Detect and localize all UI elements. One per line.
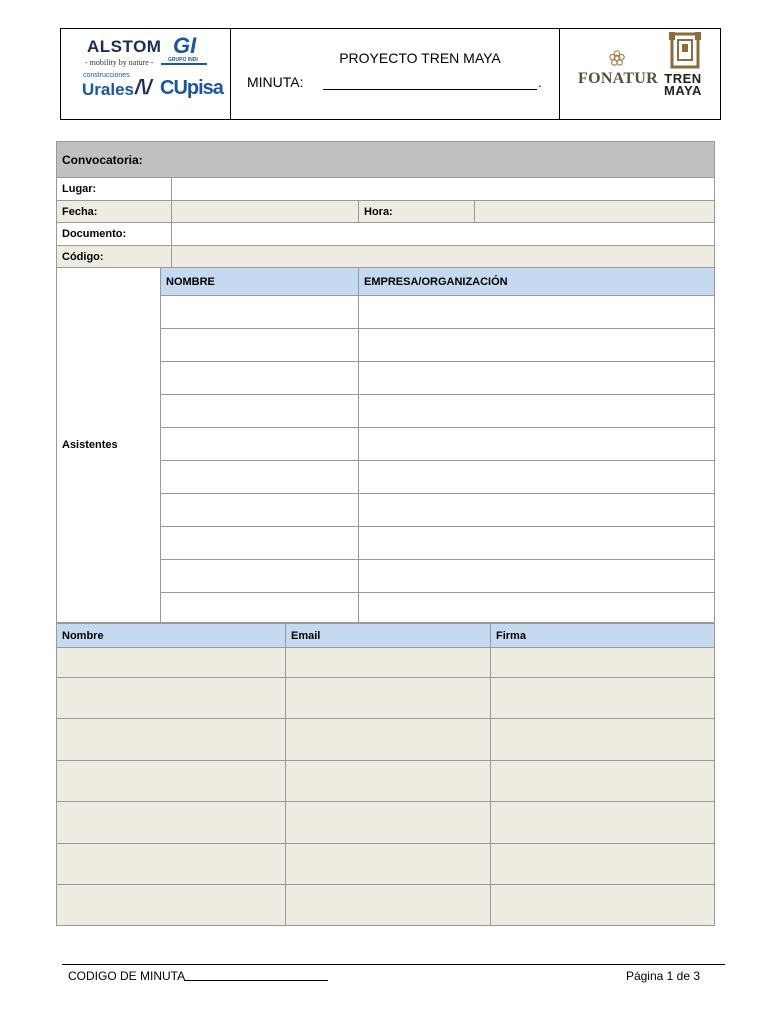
- signature-row: [57, 885, 715, 926]
- signature-table: [56, 623, 715, 926]
- tren-maya-logo: [664, 73, 702, 97]
- sig-email-cell[interactable]: [286, 844, 491, 885]
- signature-row: [57, 648, 715, 678]
- empresa-column-header: EMPRESA/ORGANIZACIÓN: [359, 268, 715, 296]
- codigo-field[interactable]: [172, 246, 715, 268]
- sig-firma-cell[interactable]: [491, 844, 715, 885]
- sig-nombre-cell[interactable]: [57, 885, 286, 926]
- asistente-nombre-cell[interactable]: [161, 362, 359, 395]
- codigo-row: [57, 246, 715, 268]
- nombre-column-header: NOMBRE: [161, 268, 359, 296]
- sig-email-cell[interactable]: [286, 885, 491, 926]
- sig-email-cell[interactable]: [286, 678, 491, 719]
- asistente-empresa-cell[interactable]: [359, 428, 715, 461]
- asistente-nombre-cell[interactable]: [161, 560, 359, 593]
- asistentes-label: Asistentes: [57, 268, 161, 623]
- convocatoria-row: [57, 142, 715, 178]
- construcciones-label: construcciones: [83, 72, 130, 79]
- fecha-row: [57, 201, 715, 223]
- alstom-tagline: - mobility by nature -: [85, 58, 154, 67]
- footer-codigo-label: CODIGO DE MINUTA: [68, 969, 186, 983]
- sig-email-cell[interactable]: [286, 719, 491, 761]
- asistente-nombre-cell[interactable]: [161, 395, 359, 428]
- lugar-label: Lugar:: [57, 178, 172, 201]
- asistente-empresa-cell[interactable]: [359, 461, 715, 494]
- sig-nombre-cell[interactable]: [57, 844, 286, 885]
- asistente-empresa-cell[interactable]: [359, 329, 715, 362]
- sig-firma-cell[interactable]: [491, 802, 715, 844]
- maya-logo-word: MAYA: [664, 83, 702, 98]
- sig-email-cell[interactable]: [286, 761, 491, 802]
- sig-email-header: Email: [286, 624, 491, 648]
- signature-row: [57, 802, 715, 844]
- sig-email-cell[interactable]: [286, 802, 491, 844]
- fonatur-flower-icon: [608, 49, 626, 67]
- asistente-nombre-cell[interactable]: [161, 527, 359, 560]
- asistente-empresa-cell[interactable]: [359, 560, 715, 593]
- asistentes-header-row: [57, 268, 715, 296]
- documento-field[interactable]: [172, 223, 715, 246]
- signature-row: [57, 719, 715, 761]
- sig-firma-cell[interactable]: [491, 719, 715, 761]
- asistente-empresa-cell[interactable]: [359, 395, 715, 428]
- signature-row: [57, 761, 715, 802]
- asistente-nombre-cell[interactable]: [161, 296, 359, 329]
- alstom-logo: ALSTOM: [87, 37, 162, 56]
- hora-label: Hora:: [359, 201, 475, 223]
- sig-nombre-cell[interactable]: [57, 678, 286, 719]
- grupo-indi-logo: GI: [173, 33, 197, 58]
- footer-codigo-field[interactable]: [184, 980, 328, 981]
- asistente-empresa-cell[interactable]: [359, 593, 715, 623]
- cupisa-logo: CUpisa: [160, 77, 223, 99]
- asistente-empresa-cell[interactable]: [359, 494, 715, 527]
- asistente-empresa-cell[interactable]: [359, 296, 715, 329]
- asistente-empresa-cell[interactable]: [359, 527, 715, 560]
- asistente-empresa-cell[interactable]: [359, 362, 715, 395]
- sig-firma-cell[interactable]: [491, 678, 715, 719]
- urales-mark-icon: /\/: [135, 77, 152, 99]
- sig-nombre-cell[interactable]: [57, 761, 286, 802]
- minuta-label: MINUTA:: [247, 74, 304, 90]
- document-header: [60, 28, 721, 120]
- sig-firma-cell[interactable]: [491, 761, 715, 802]
- grupo-indi-underline: [161, 63, 207, 65]
- minuta-dot: .: [538, 75, 542, 90]
- signature-header-row: [57, 624, 715, 648]
- grupo-indi-sub: GRUPO INDI: [168, 57, 198, 63]
- footer-rule: [62, 964, 725, 965]
- fecha-field[interactable]: [172, 201, 359, 223]
- asistente-nombre-cell[interactable]: [161, 494, 359, 527]
- header-title-block: [231, 29, 560, 119]
- sig-nombre-cell[interactable]: [57, 802, 286, 844]
- lugar-field[interactable]: [172, 178, 715, 201]
- asistente-nombre-cell[interactable]: [161, 428, 359, 461]
- sig-firma-header: Firma: [491, 624, 715, 648]
- government-logos: [560, 29, 720, 119]
- lugar-row: [57, 178, 715, 201]
- tren-maya-glyph-icon: [668, 31, 702, 69]
- hora-field[interactable]: [475, 201, 715, 223]
- signature-row: [57, 678, 715, 719]
- urales-logo: Urales: [82, 80, 134, 99]
- sig-nombre-cell[interactable]: [57, 648, 286, 678]
- documento-label: Documento:: [57, 223, 172, 246]
- sig-nombre-cell[interactable]: [57, 719, 286, 761]
- sig-nombre-header: Nombre: [57, 624, 286, 648]
- page-number: Página 1 de 3: [625, 969, 700, 983]
- tren-logo-word: TREN: [664, 71, 702, 86]
- partner-logos: [61, 29, 231, 119]
- fonatur-logo: FONATUR: [578, 70, 659, 87]
- meeting-info-table: [56, 141, 715, 623]
- asistente-nombre-cell[interactable]: [161, 329, 359, 362]
- signature-row: [57, 844, 715, 885]
- documento-row: [57, 223, 715, 246]
- sig-firma-cell[interactable]: [491, 885, 715, 926]
- asistente-nombre-cell[interactable]: [161, 461, 359, 494]
- project-title: PROYECTO TREN MAYA: [339, 50, 501, 66]
- convocatoria-label: Convocatoria:: [57, 142, 715, 178]
- sig-firma-cell[interactable]: [491, 648, 715, 678]
- codigo-label: Código:: [57, 246, 172, 268]
- fecha-label: Fecha:: [57, 201, 172, 223]
- asistente-nombre-cell[interactable]: [161, 593, 359, 623]
- sig-email-cell[interactable]: [286, 648, 491, 678]
- minuta-field[interactable]: [323, 89, 537, 90]
